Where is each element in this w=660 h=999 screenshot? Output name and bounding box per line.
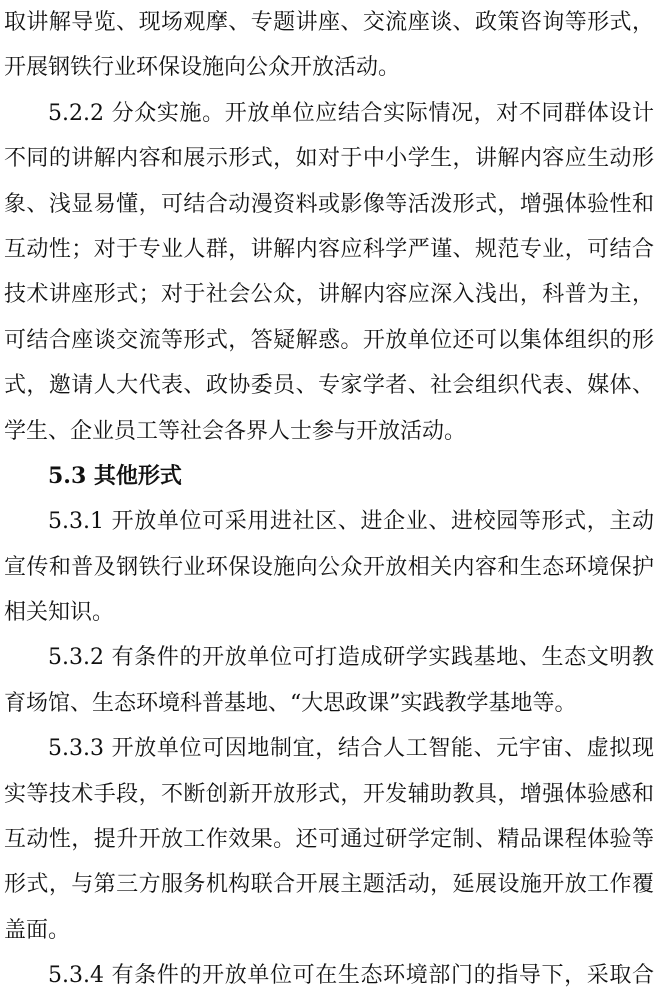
paragraph-line: 式，邀请人大代表、政协委员、专家学者、社会组织代表、媒体、: [4, 373, 654, 399]
paragraph-line: 5.2.2 分众实施。开放单位应结合实际情况，对不同群体设计: [48, 100, 654, 126]
paragraph-line: 实等技术手段，不断创新开放形式，开发辅助教具，增强体验感和: [4, 781, 654, 807]
paragraph-line: 可结合座谈交流等形式，答疑解惑。开放单位还可以集体组织的形: [4, 327, 654, 353]
paragraph-line: 不同的讲解内容和展示形式，如对于中小学生，讲解内容应生动形: [4, 146, 654, 172]
paragraph-line: 取讲解导览、现场观摩、专题讲座、交流座谈、政策咨询等形式，: [4, 10, 654, 35]
paragraph-line: 互动性，提升开放工作效果。还可通过研学定制、精品课程体验等: [4, 827, 654, 853]
paragraph-line: 5.3.4 有条件的开放单位可在生态环境部门的指导下，采取合: [48, 963, 654, 989]
paragraph-line: 相关知识。: [4, 600, 115, 626]
paragraph-line: 5.3.2 有条件的开放单位可打造成研学实践基地、生态文明教: [48, 645, 654, 671]
paragraph-line: 技术讲座形式；对于社会公众，讲解内容应深入浅出，科普为主，: [4, 282, 654, 308]
paragraph-line: 育场馆、生态环境科普基地、“大思政课”实践教学基地等。: [4, 690, 577, 716]
paragraph-line: 盖面。: [4, 917, 71, 943]
section-heading: 5.3 其他形式: [48, 462, 182, 489]
paragraph-line: 形式，与第三方服务机构联合开展主题活动，延展设施开放工作覆: [4, 872, 654, 898]
paragraph-line: 互动性；对于专业人群，讲解内容应科学严谨、规范专业，可结合: [4, 236, 654, 262]
paragraph-line: 学生、企业员工等社会各界人士参与开放活动。: [4, 418, 467, 444]
paragraph-line: 宣传和普及钢铁行业环保设施向公众开放相关内容和生态环境保护: [4, 554, 654, 580]
paragraph-line: 开展钢铁行业环保设施向公众开放活动。: [4, 55, 401, 81]
paragraph-line: 5.3.1 开放单位可采用进社区、进企业、进校园等形式，主动: [48, 509, 654, 535]
paragraph-line: 5.3.3 开放单位可因地制宜，结合人工智能、元宇宙、虚拟现: [48, 736, 654, 762]
paragraph-line: 象、浅显易懂，可结合动漫资料或影像等活泼形式，增强体验性和: [4, 191, 654, 217]
